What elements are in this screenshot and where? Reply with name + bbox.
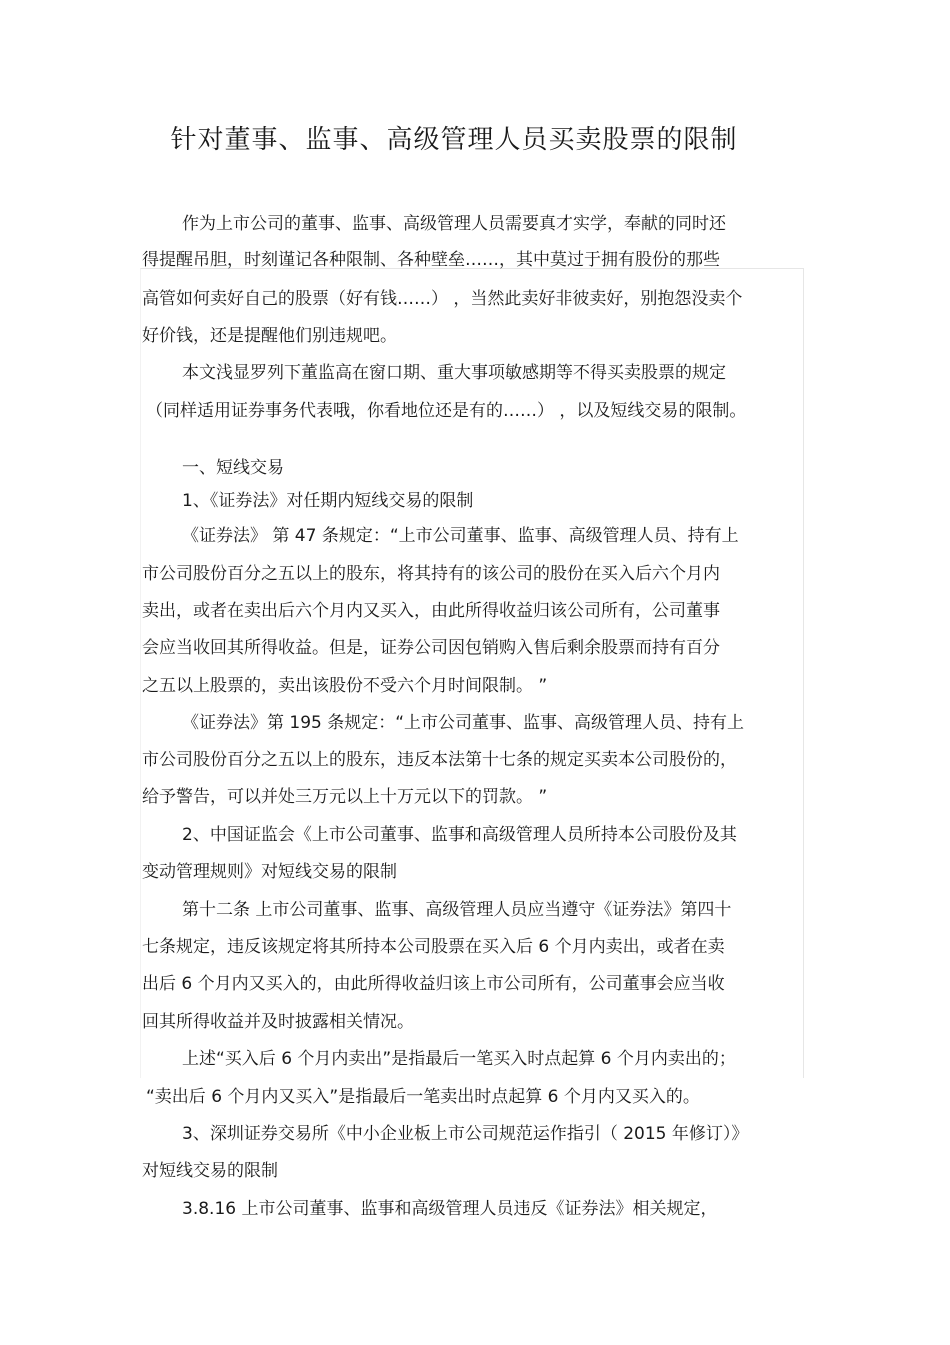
paragraph-line: 上述“买入后 6 个月内卖出”是指最后一笔买入时点起算 6 个月内卖出的；	[182, 1049, 736, 1069]
paragraph-line: 市公司股份百分之五以上的股东，违反本法第十七条的规定买卖本公司股份的，	[142, 750, 737, 770]
paragraph-line: “卖出后 6 个月内又买入”是指最后一笔卖出时点起算 6 个月内又买入的。	[146, 1087, 700, 1107]
paragraph-line: 作为上市公司的董事、监事、高级管理人员需要真才实学，奉献的同时还	[182, 214, 726, 234]
paragraph-line: 第十二条 上市公司董事、监事、高级管理人员应当遵守《证券法》第四十	[182, 900, 732, 920]
paragraph-line: 回其所得收益并及时披露相关情况。	[142, 1012, 414, 1032]
paragraph-line: 出后 6 个月内又买入的，由此所得收益归该上市公司所有，公司董事会应当收	[142, 974, 725, 994]
paragraph-line: （同样适用证券事务代表哦，你看地位还是有的……） ，以及短线交易的限制。	[146, 401, 747, 421]
section-heading: 一、短线交易	[182, 458, 284, 478]
paragraph-line: 高管如何卖好自己的股票（好有钱……） ，当然此卖好非彼卖好，别抱怨没卖个	[142, 289, 743, 309]
paragraph-line: 之五以上股票的，卖出该股份不受六个月时间限制。 ”	[142, 676, 548, 696]
paragraph-line: 卖出，或者在卖出后六个月内又买入，由此所得收益归该公司所有，公司董事	[142, 601, 720, 621]
page-title: 针对董事、监事、高级管理人员买卖股票的限制	[170, 125, 738, 155]
paragraph-line: 《证券法》第 195 条规定：“上市公司董事、监事、高级管理人员、持有上	[182, 713, 745, 733]
paragraph-line: 本文浅显罗列下董监高在窗口期、重大事项敏感期等不得买卖股票的规定	[182, 363, 726, 383]
paragraph-line: 好价钱，还是提醒他们别违规吧。	[142, 326, 397, 346]
paragraph-line: 3.8.16 上市公司董事、监事和高级管理人员违反《证券法》相关规定，	[182, 1199, 718, 1219]
paragraph-line: 对短线交易的限制	[142, 1161, 278, 1181]
subsection-heading: 2、中国证监会《上市公司董事、监事和高级管理人员所持本公司股份及其	[182, 825, 737, 845]
subsection-heading: 1、《证券法》对任期内短线交易的限制	[182, 491, 474, 511]
paragraph-line: 七条规定，违反该规定将其所持本公司股票在买入后 6 个月内卖出，或者在卖	[142, 937, 725, 957]
subsection-heading: 3、深圳证券交易所《中小企业板上市公司规范运作指引（ 2015 年修订）》	[182, 1124, 749, 1144]
paragraph-line: 给予警告，可以并处三万元以上十万元以下的罚款。 ”	[142, 787, 548, 807]
paragraph-line: 市公司股份百分之五以上的股东，将其持有的该公司的股份在买入后六个月内	[142, 564, 720, 584]
paragraph-line: 变动管理规则》对短线交易的限制	[142, 862, 397, 882]
paragraph-line: 《证券法》 第 47 条规定：“上市公司董事、监事、高级管理人员、持有上	[182, 526, 739, 546]
paragraph-line: 得提醒吊胆，时刻谨记各种限制、各种壁垒……，其中莫过于拥有股份的那些	[142, 250, 720, 270]
paragraph-line: 会应当收回其所得收益。但是，证券公司因包销购入售后剩余股票而持有百分	[142, 638, 720, 658]
